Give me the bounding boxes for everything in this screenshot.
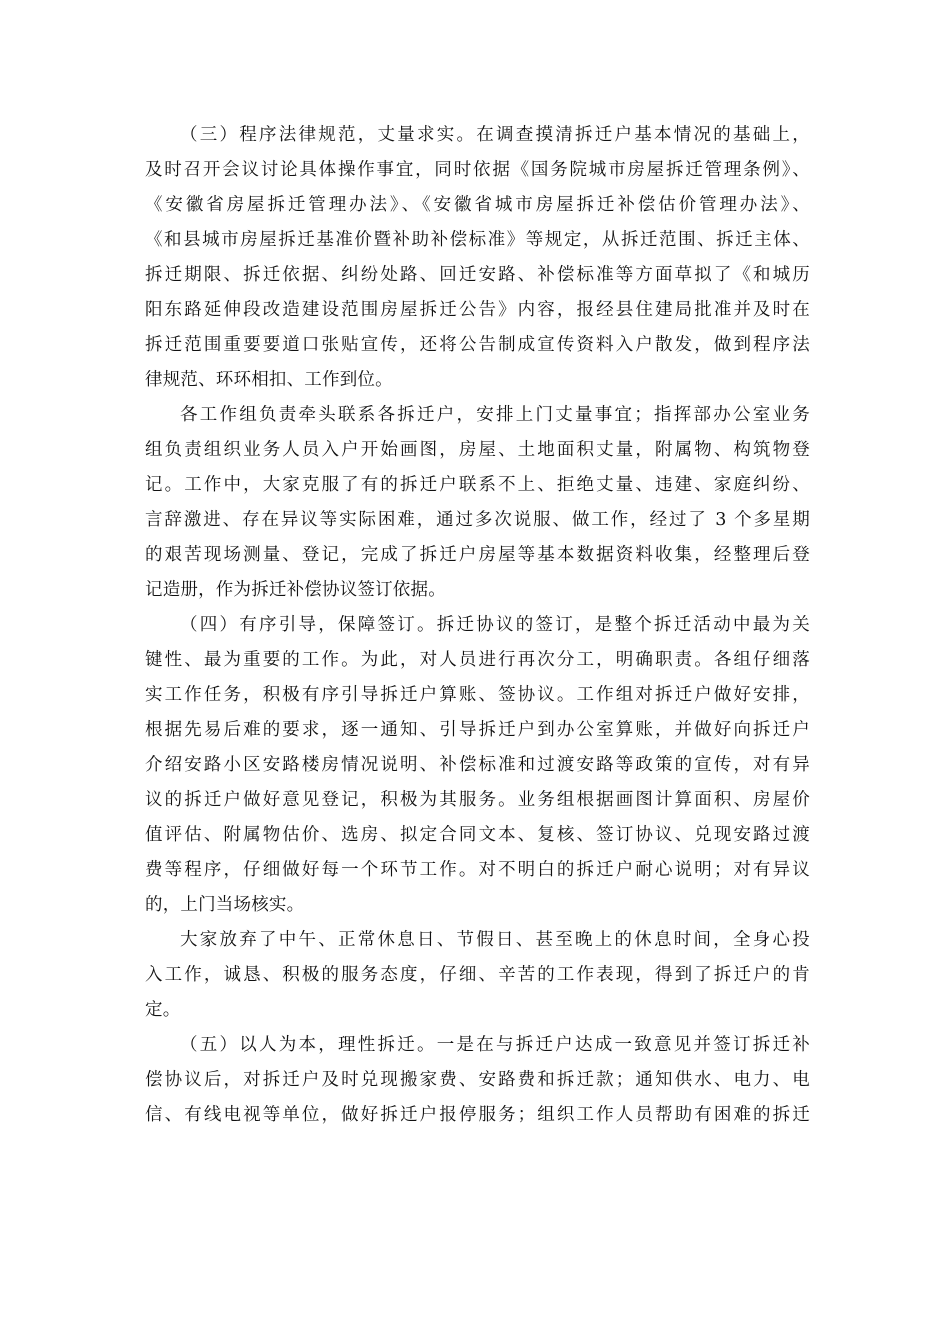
text-line: （五）以人为本，理性拆迁。一是在与拆迁户达成一致意见并签订拆迁补 [180, 1035, 810, 1055]
text-line: （四）有序引导，保障签订。拆迁协议的签订，是整个拆迁活动中最为关 [180, 615, 810, 635]
paragraph-procedure [145, 118, 810, 398]
paragraph-signing [145, 608, 810, 923]
text-line: 拆迁范围重要要道口张贴宣传，还将公告制成宣传资料入户散发，做到程序法 [145, 335, 810, 355]
text-line: 《和县城市房屋拆迁基准价暨补助补偿标准》等规定，从拆迁范围、拆迁主体、 [145, 230, 810, 250]
text-line: 的艰苦现场测量、登记，完成了拆迁户房屋等基本数据资料收集，经整理后登 [145, 545, 810, 565]
text-line: 律规范、环环相扣、工作到位。 [145, 370, 393, 390]
paragraph-measurement [145, 398, 810, 608]
text-line: 键性、最为重要的工作。为此，对人员进行再次分工，明确职责。各组仔细落 [145, 650, 810, 670]
text-line: （三）程序法律规范，丈量求实。在调查摸清拆迁户基本情况的基础上， [180, 125, 810, 145]
text-line: 介绍安路小区安路楼房情况说明、补偿标准和过渡安路等政策的宣传，对有异 [145, 755, 810, 775]
text-line: 《安徽省房屋拆迁管理办法》、《安徽省城市房屋拆迁补偿估价管理办法》、 [145, 195, 810, 215]
text-line: 阳东路延伸段改造建设范围房屋拆迁公告》内容，报经县住建局批准并及时在 [145, 300, 810, 320]
text-line: 信、有线电视等单位，做好拆迁户报停服务；组织工作人员帮助有困难的拆迁 [145, 1105, 810, 1125]
text-line: 大家放弃了中午、正常休息日、节假日、甚至晚上的休息时间，全身心投 [180, 930, 810, 950]
paragraph-dedication [145, 923, 810, 1028]
text-line: 记造册，作为拆迁补偿协议签订依据。 [145, 580, 446, 600]
paragraph-people-oriented [145, 1028, 810, 1133]
document-body [145, 118, 810, 1133]
text-line: 费等程序，仔细做好每一个环节工作。对不明白的拆迁户耐心说明；对有异议 [145, 860, 810, 880]
text-line: 值评估、附属物估价、选房、拟定合同文本、复核、签订协议、兑现安路过渡 [145, 825, 810, 845]
text-line: 言辞激进、存在异议等实际困难，通过多次说服、做工作，经过了 3 个多星期 [145, 510, 810, 530]
text-line: 实工作任务，积极有序引导拆迁户算账、签协议。工作组对拆迁户做好安排， [145, 685, 810, 705]
text-line: 入工作，诚恳、积极的服务态度，仔细、辛苦的工作表现，得到了拆迁户的肯 [145, 965, 810, 985]
text-line: 及时召开会议讨论具体操作事宜，同时依据《国务院城市房屋拆迁管理条例》、 [145, 160, 810, 180]
text-line: 偿协议后，对拆迁户及时兑现搬家费、安路费和拆迁款；通知供水、电力、电 [145, 1070, 810, 1090]
text-line: 议的拆迁户做好意见登记，积极为其服务。业务组根据画图计算面积、房屋价 [145, 790, 810, 810]
text-line: 记。工作中，大家克服了有的拆迁户联系不上、拒绝丈量、违建、家庭纠纷、 [145, 475, 810, 495]
text-line: 拆迁期限、拆迁依据、纠纷处路、回迁安路、补偿标准等方面草拟了《和城历 [145, 265, 810, 285]
text-line: 组负责组织业务人员入户开始画图，房屋、土地面积丈量，附属物、构筑物登 [145, 440, 810, 460]
text-line: 定。 [145, 1000, 181, 1020]
text-line: 各工作组负责牵头联系各拆迁户，安排上门丈量事宜；指挥部办公室业务 [180, 405, 810, 425]
text-line: 的，上门当场核实。 [145, 895, 305, 915]
text-line: 根据先易后难的要求，逐一通知、引导拆迁户到办公室算账，并做好向拆迁户 [145, 720, 810, 740]
